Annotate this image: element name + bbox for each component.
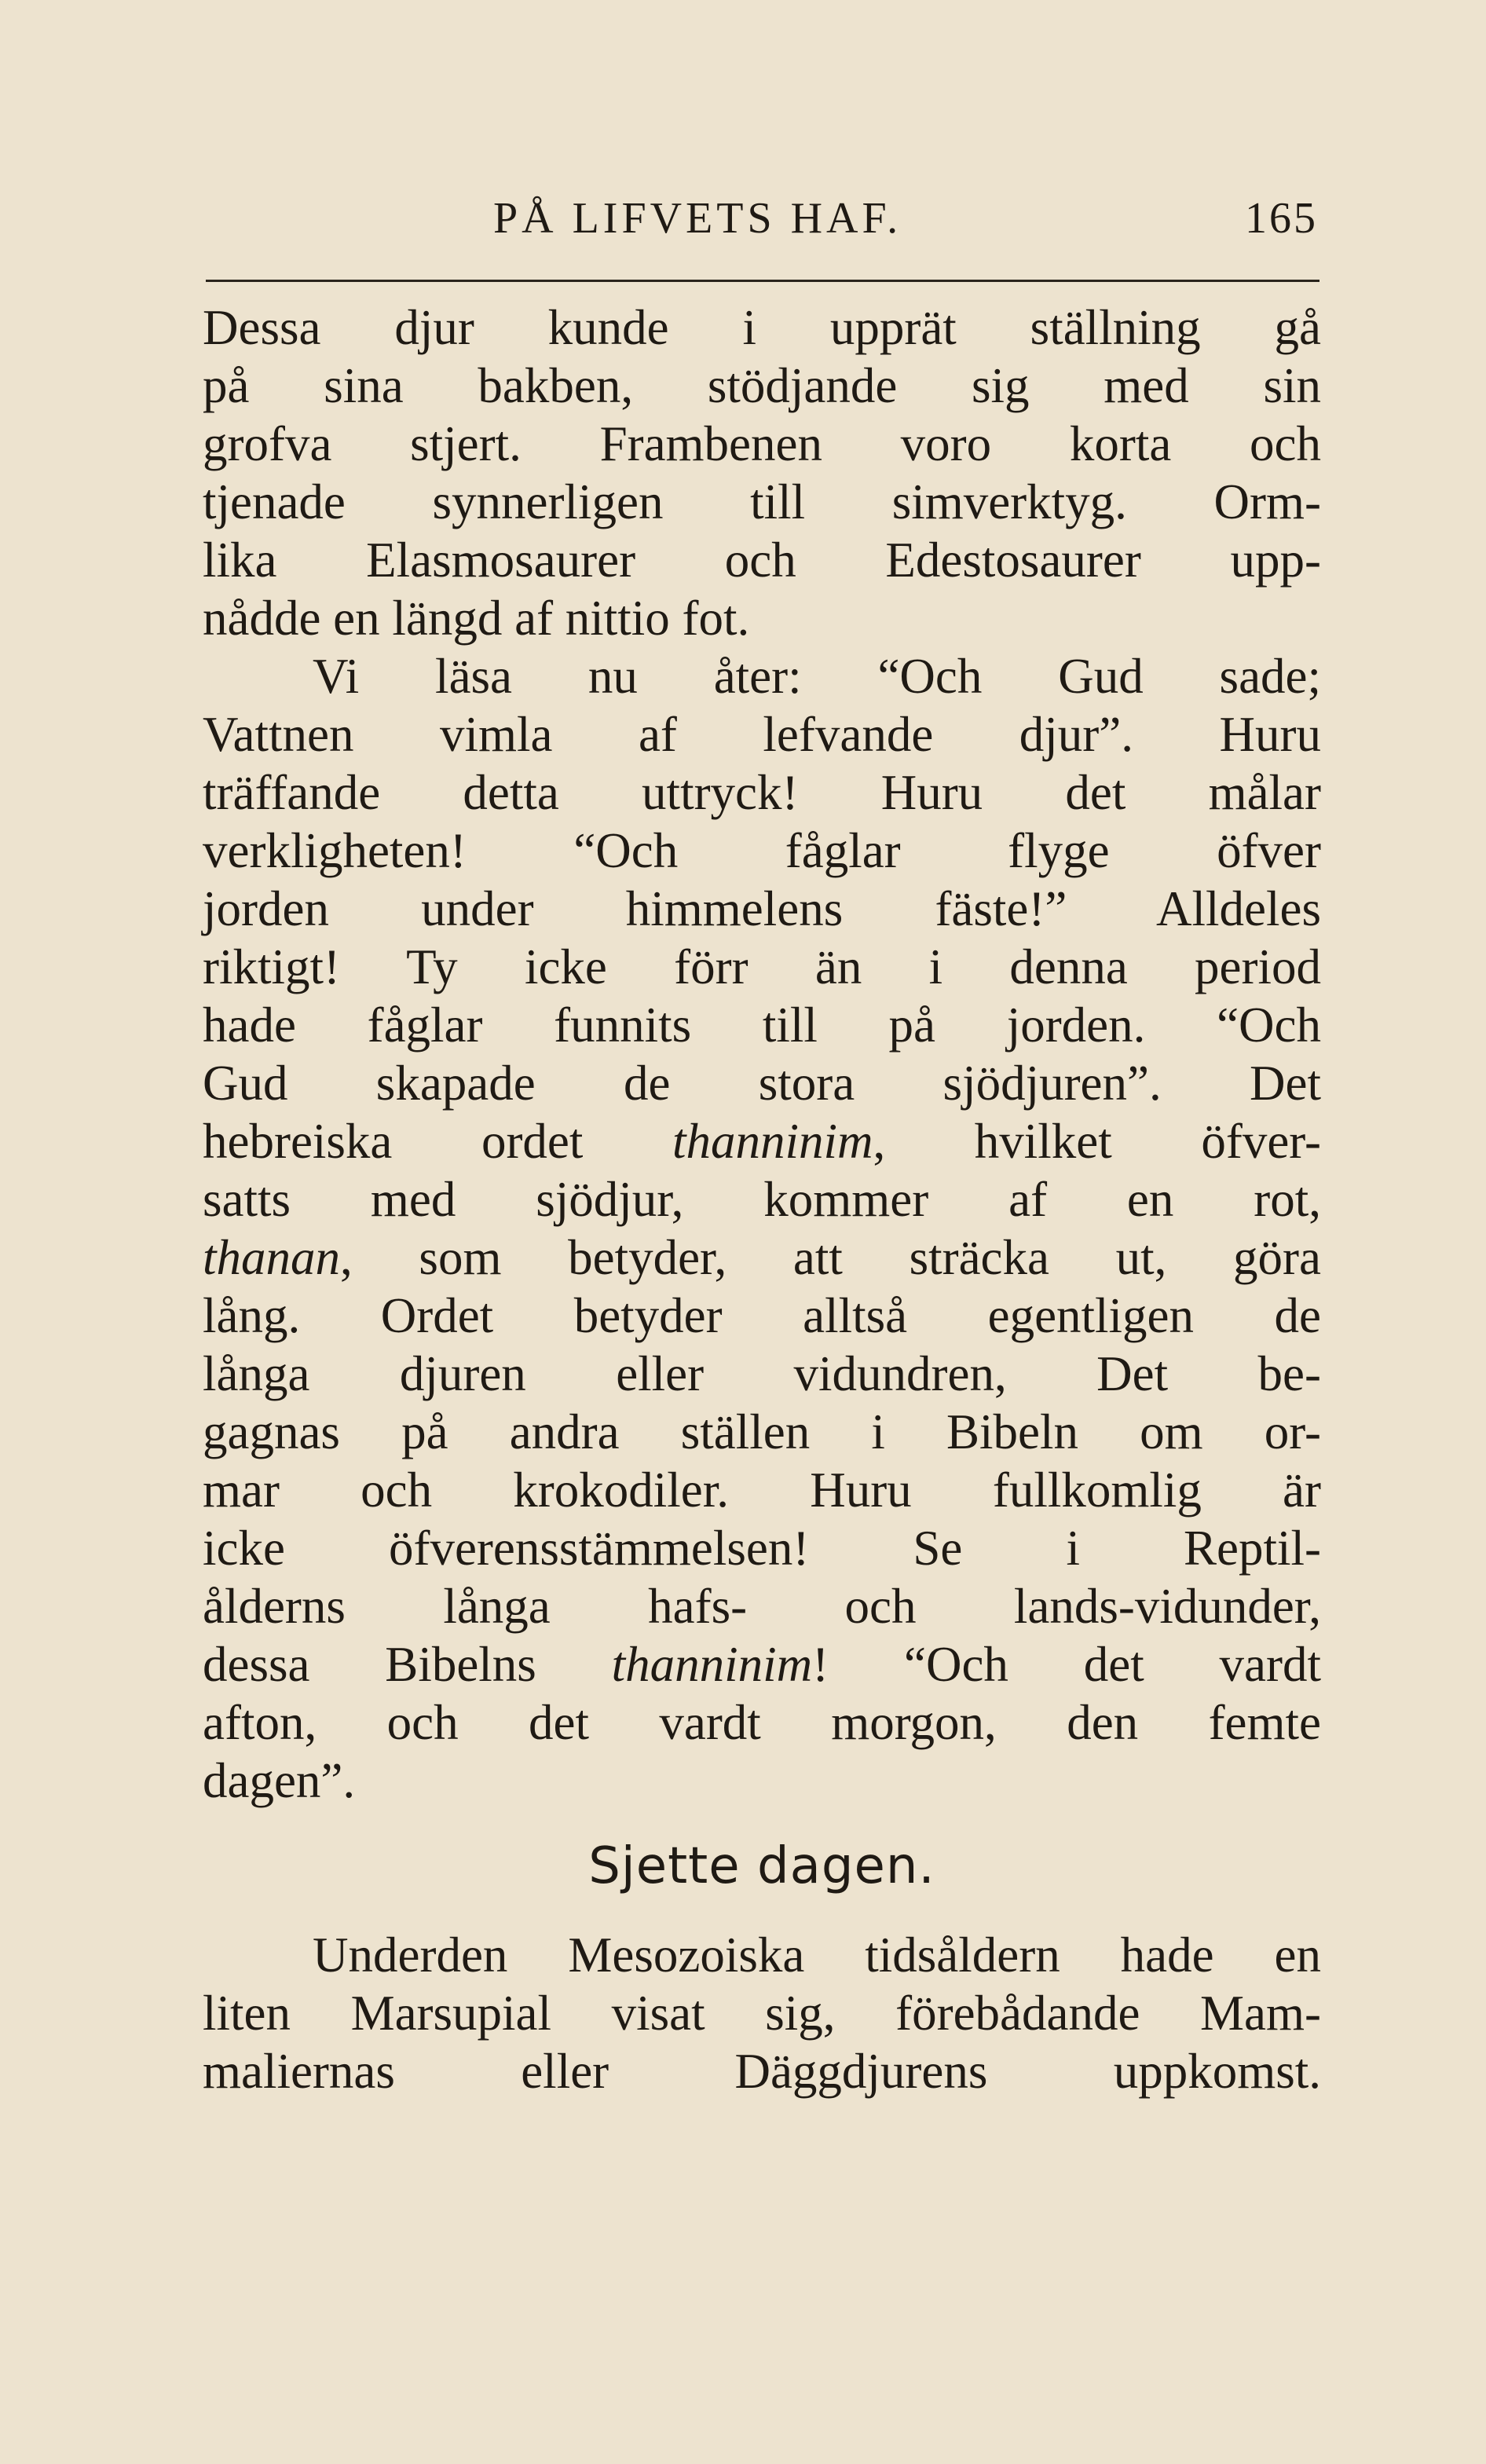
page-number: 165 <box>1245 194 1318 243</box>
text-fragment: dessa Bibelns <box>203 1637 612 1692</box>
hebrew-term: thanninim <box>672 1114 873 1169</box>
text-line: lång. Ordet betyder alltså egentligen de <box>203 1288 1321 1343</box>
text-line: satts med sjödjur, kommer af en rot, <box>203 1172 1321 1227</box>
text-line: jorden under himmelens fäste!” Alldeles <box>203 881 1321 936</box>
text-line: Vattnen vimla af lefvande djur”. Huru <box>203 707 1321 762</box>
text-line: liten Marsupial visat sig, förebådande Mam- <box>203 1986 1321 2041</box>
text-line: tjenade synnerligen till simverktyg. Orm- <box>203 474 1321 529</box>
paragraph-1 <box>203 298 1321 647</box>
text-line <box>203 1635 1321 1693</box>
text-line: långa djuren eller vidundren, Det be- <box>203 1346 1321 1401</box>
text-line <box>203 1112 1321 1170</box>
header-rule <box>206 280 1319 282</box>
text-line: gagnas på andra ställen i Bibeln om or- <box>203 1404 1321 1459</box>
text-line: lika Elasmosaurer och Edestosaurer upp- <box>203 533 1321 588</box>
text-line: grofva stjert. Frambenen voro korta och <box>203 416 1321 471</box>
hebrew-term: thanan <box>203 1230 341 1285</box>
page-header <box>203 187 1318 250</box>
text-line: ålderns långa hafs- och lands-vidunder, <box>203 1579 1321 1634</box>
text-line <box>203 1228 1321 1287</box>
text-line: verkligheten! “Och fåglar flyge öfver <box>203 823 1321 878</box>
body-text <box>203 298 1321 2100</box>
text-line: mar och krokodiler. Huru fullkomlig är <box>203 1463 1321 1518</box>
text-line: maliernas eller Däggdjurens uppkomst. <box>203 2044 1321 2099</box>
text-fragment: ! “Och det vardt <box>812 1637 1322 1692</box>
text-fragment: , som betyder, att sträcka ut, göra <box>340 1230 1321 1285</box>
text-line: Vi läsa nu åter: “Och Gud sade; <box>313 649 1321 704</box>
text-line: Underden Mesozoiska tidsåldern hade en <box>313 1928 1321 1983</box>
running-head: PÅ LIFVETS HAF. <box>493 194 902 243</box>
text-fragment: , hvilket öfver- <box>873 1114 1321 1169</box>
paragraph-2 <box>203 647 1321 1810</box>
text-line: Dessa djur kunde i upprät ställning gå <box>203 300 1321 355</box>
hebrew-term: thanninim <box>611 1637 813 1692</box>
text-line: Gud skapade de stora sjödjuren”. Det <box>203 1056 1321 1111</box>
text-line: riktigt! Ty icke förr än i denna period <box>203 939 1321 994</box>
text-fragment: hebreiska ordet <box>203 1114 672 1169</box>
text-line: nådde en längd af nittio fot. <box>203 591 750 646</box>
text-line: på sina bakben, stödjande sig med sin <box>203 358 1321 413</box>
text-line: dagen”. <box>203 1753 356 1808</box>
paragraph-3 <box>203 1926 1321 2100</box>
text-line: icke öfverensstämmelsen! Se i Reptil- <box>203 1521 1321 1576</box>
text-line: afton, och det vardt morgon, den femte <box>203 1695 1321 1750</box>
text-line: träffande detta uttryck! Huru det målar <box>203 765 1321 820</box>
text-line: hade fåglar funnits till på jorden. “Och <box>203 998 1321 1053</box>
section-heading: Sjette dagen. <box>588 1837 935 1895</box>
